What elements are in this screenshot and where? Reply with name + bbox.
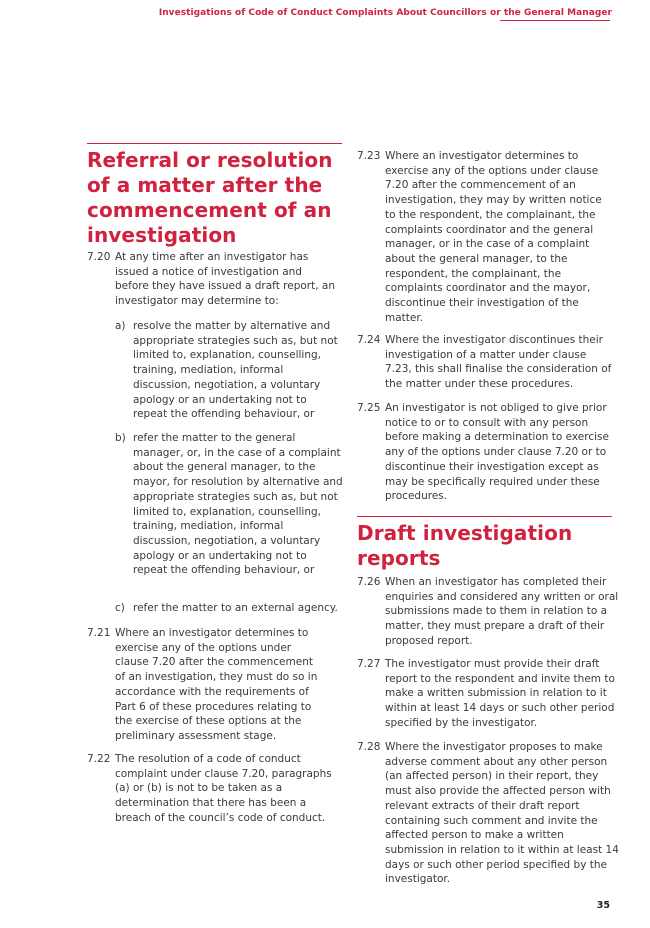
clause-number: 7.22 (87, 753, 111, 765)
clause-number: 7.25 (357, 402, 381, 414)
clause-7-25 (357, 401, 619, 504)
clause-number: 7.21 (87, 627, 111, 639)
clause-text: Where an investigator determines to exercise any of the options under clause 7.20 after the commencement of an investigation, they may by written notice to the respondent, the complainant, the complaints coordinator and the general manager, or in the case of a complaint about the general manager, to the respondent, the complainant, the complaints coordinator and the mayor, discontinue their investigation of the matter. (385, 150, 602, 324)
heading-referral-or-resolution: Referral or resolution of a matter after the commencement of an investigation (87, 148, 333, 247)
clause-text: Where the investigator discontinues their investigation of a matter under clause 7.23, this shall finalise the consideration of the matter under these procedures. (385, 334, 612, 391)
clause-number: 7.27 (357, 658, 381, 670)
item-label: b) (115, 432, 126, 444)
item-text: refer the matter to an external agency. (133, 602, 338, 614)
clause-number: 7.23 (357, 150, 381, 162)
item-text: resolve the matter by alternative and appropriate strategies such as, but not limited to, explanation, counselling, training, mediation, informal discussion, negotiation, a voluntary apology or an undertaking not to repeat the offending behaviour, or (133, 320, 338, 421)
clause-7-22 (87, 752, 341, 826)
item-label: a) (115, 320, 126, 332)
clause-7-26 (357, 575, 619, 649)
running-header: Investigations of Code of Conduct Complaints About Councillors or the General Manager (158, 8, 612, 18)
heading-draft-investigation-reports: Draft investigation reports (357, 521, 573, 570)
clause-number: 7.20 (87, 251, 111, 263)
clause-number: 7.28 (357, 741, 381, 753)
clause-7-20 (87, 250, 339, 309)
item-label: c) (115, 602, 125, 614)
clause-7-20-item-c (115, 601, 350, 616)
clause-7-27 (357, 657, 619, 731)
clause-7-24 (357, 333, 612, 392)
section-rule-left (87, 143, 342, 144)
clause-text: At any time after an investigator has issued a notice of investigation and before they have issued a draft report, an investigator may determine to: (115, 251, 335, 308)
section-rule-right (357, 516, 612, 517)
clause-text: When an investigator has completed their enquiries and considered any written or oral submissions made to them in relation to a matter, they must prepare a draft of their proposed report. (385, 576, 619, 647)
clause-text: The resolution of a code of conduct complaint under clause 7.20, paragraphs (a) or (b) is not to be taken as a determination that there has been a breach of the council’s code of conduct. (115, 753, 332, 824)
clause-text: An investigator is not obliged to give prior notice to or to consult with any person before making a determination to exercise any of the options under clause 7.20 or to discontinue their investigation except as may be specifically required under these procedures. (385, 402, 609, 503)
header-rule (500, 20, 610, 21)
clause-number: 7.24 (357, 334, 381, 346)
clause-7-20-item-a (115, 319, 343, 422)
clause-text: Where an investigator determines to exercise any of the options under clause 7.20 after the commencement of an investigation, they must do so in accordance with the requirements of Part 6 of these procedures relating to the exercise of these options at the preliminary assessment stage. (115, 627, 318, 742)
clause-7-21 (87, 626, 319, 744)
page-number: 35 (596, 900, 610, 911)
clause-number: 7.26 (357, 576, 381, 588)
item-text: refer the matter to the general manager, or, in the case of a complaint about the general manager, to the mayor, for resolution by alternative and appropriate strategies such as, but not limited to, explanation, counselling, training, mediation, informal discussion, negotiation, a voluntary apology or an undertaking not to repeat the offending behaviour, or (133, 432, 343, 577)
clause-text: Where the investigator proposes to make adverse comment about any other person (an affected person) in their report, they must also provide the affected person with relevant extracts of their draft report containing such comment and invite the affected person to make a written submission in relation to it within at least 14 days or such other period specified by the investigator. (385, 741, 619, 886)
clause-7-23 (357, 149, 612, 325)
clause-7-20-item-b (115, 431, 343, 578)
clause-text: The investigator must provide their draft report to the respondent and invite them to make a written submission in relation to it within at least 14 days or such other period specified by the investigator. (385, 658, 615, 729)
clause-7-28 (357, 740, 619, 887)
